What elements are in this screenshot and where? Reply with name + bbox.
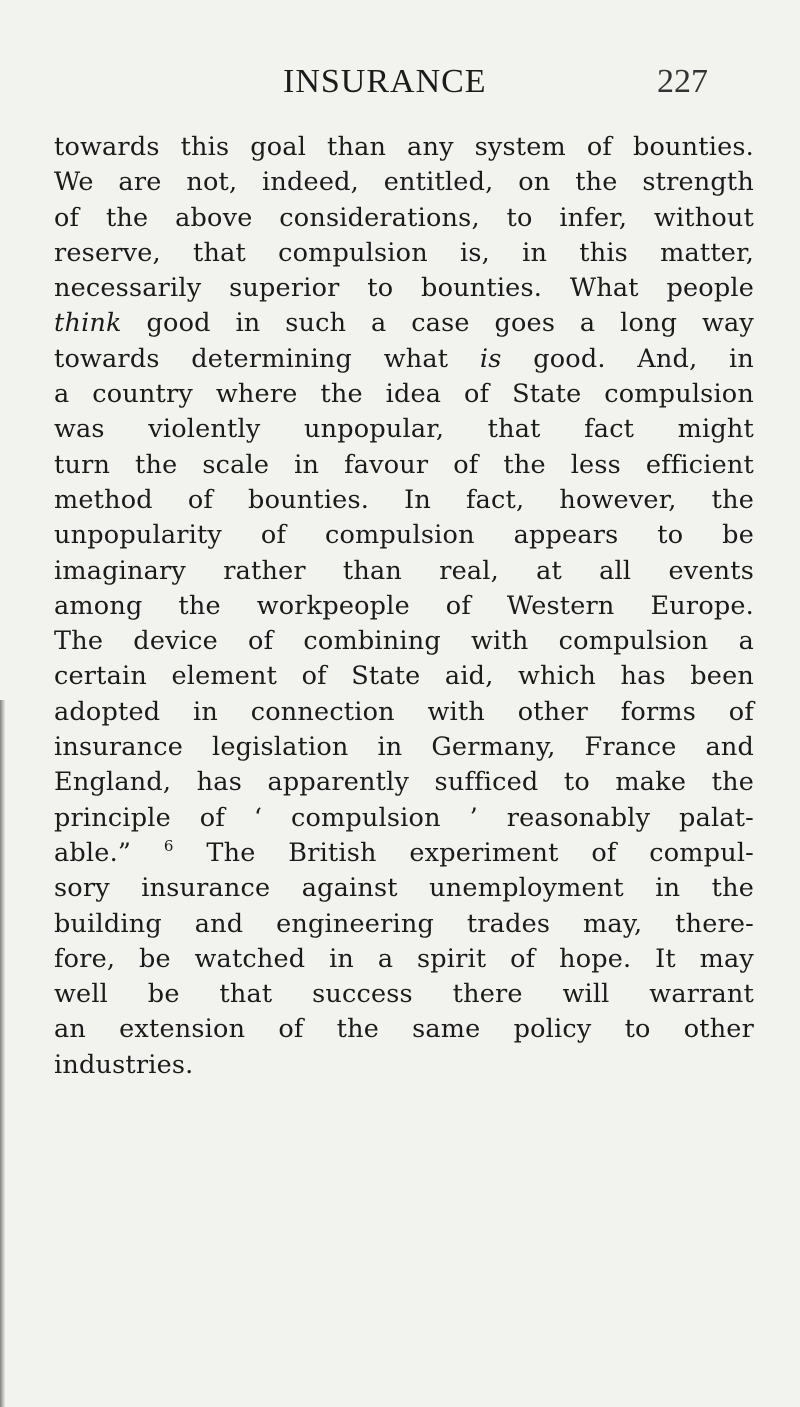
text-line: unpopularity of compulsion appears to be — [54, 520, 754, 551]
text-line: certain element of State aid, which has been — [54, 661, 754, 692]
text-line: of the above considerations, to infer, without — [54, 202, 754, 233]
italic-word: think — [54, 308, 122, 339]
text-segment: good. And, in — [501, 343, 754, 374]
text-line: an extension of the same policy to other — [54, 1014, 754, 1045]
text-line: a country where the idea of State compulsion — [54, 379, 754, 410]
text-line: towards this goal than any system of bounties. — [54, 132, 754, 162]
text-line: adopted in connection with other forms of — [54, 696, 754, 727]
italic-word: is — [479, 343, 502, 374]
text-line: sory insurance against unemployment in the — [54, 873, 754, 904]
text-segment: The British experiment of compul- — [173, 837, 754, 868]
text-line: The device of combining with compulsion a — [54, 626, 754, 657]
footnote-marker: 6 — [163, 836, 174, 855]
page-number: 227 — [657, 63, 708, 100]
text-segment: towards determining what — [54, 343, 480, 374]
text-line: fore, be watched in a spirit of hope. It may — [54, 943, 754, 974]
text-line-last: industries. — [54, 1049, 194, 1080]
body-paragraph — [54, 130, 754, 1083]
text-line: insurance legislation in Germany, France and — [54, 732, 754, 763]
text-line — [54, 836, 754, 871]
text-line: turn the scale in favour of the less efficient — [54, 449, 754, 480]
text-line: England, has apparently sufficed to make the — [54, 767, 754, 798]
text-segment: able.” — [54, 837, 164, 868]
running-head — [0, 62, 800, 102]
text-line: principle of ‘ compulsion ’ reasonably palat- — [54, 802, 754, 833]
running-title: INSURANCE — [283, 63, 487, 100]
text-segment: good in such a case goes a long way — [121, 308, 754, 339]
text-line: necessarily superior to bounties. What people — [54, 273, 754, 304]
text-line — [54, 342, 754, 377]
text-line: method of bounties. In fact, however, the — [54, 484, 754, 515]
text-line — [54, 306, 754, 341]
text-line: reserve, that compulsion is, in this matter, — [54, 237, 754, 268]
text-line: well be that success there will warrant — [54, 979, 754, 1010]
text-line: imaginary rather than real, at all events — [54, 555, 754, 586]
text-line: was violently unpopular, that fact might — [54, 414, 754, 445]
text-line: We are not, indeed, entitled, on the strength — [54, 167, 754, 198]
text-line: building and engineering trades may, there- — [54, 908, 754, 939]
text-line: among the workpeople of Western Europe. — [54, 590, 754, 621]
page-edge-shadow — [0, 700, 5, 1407]
